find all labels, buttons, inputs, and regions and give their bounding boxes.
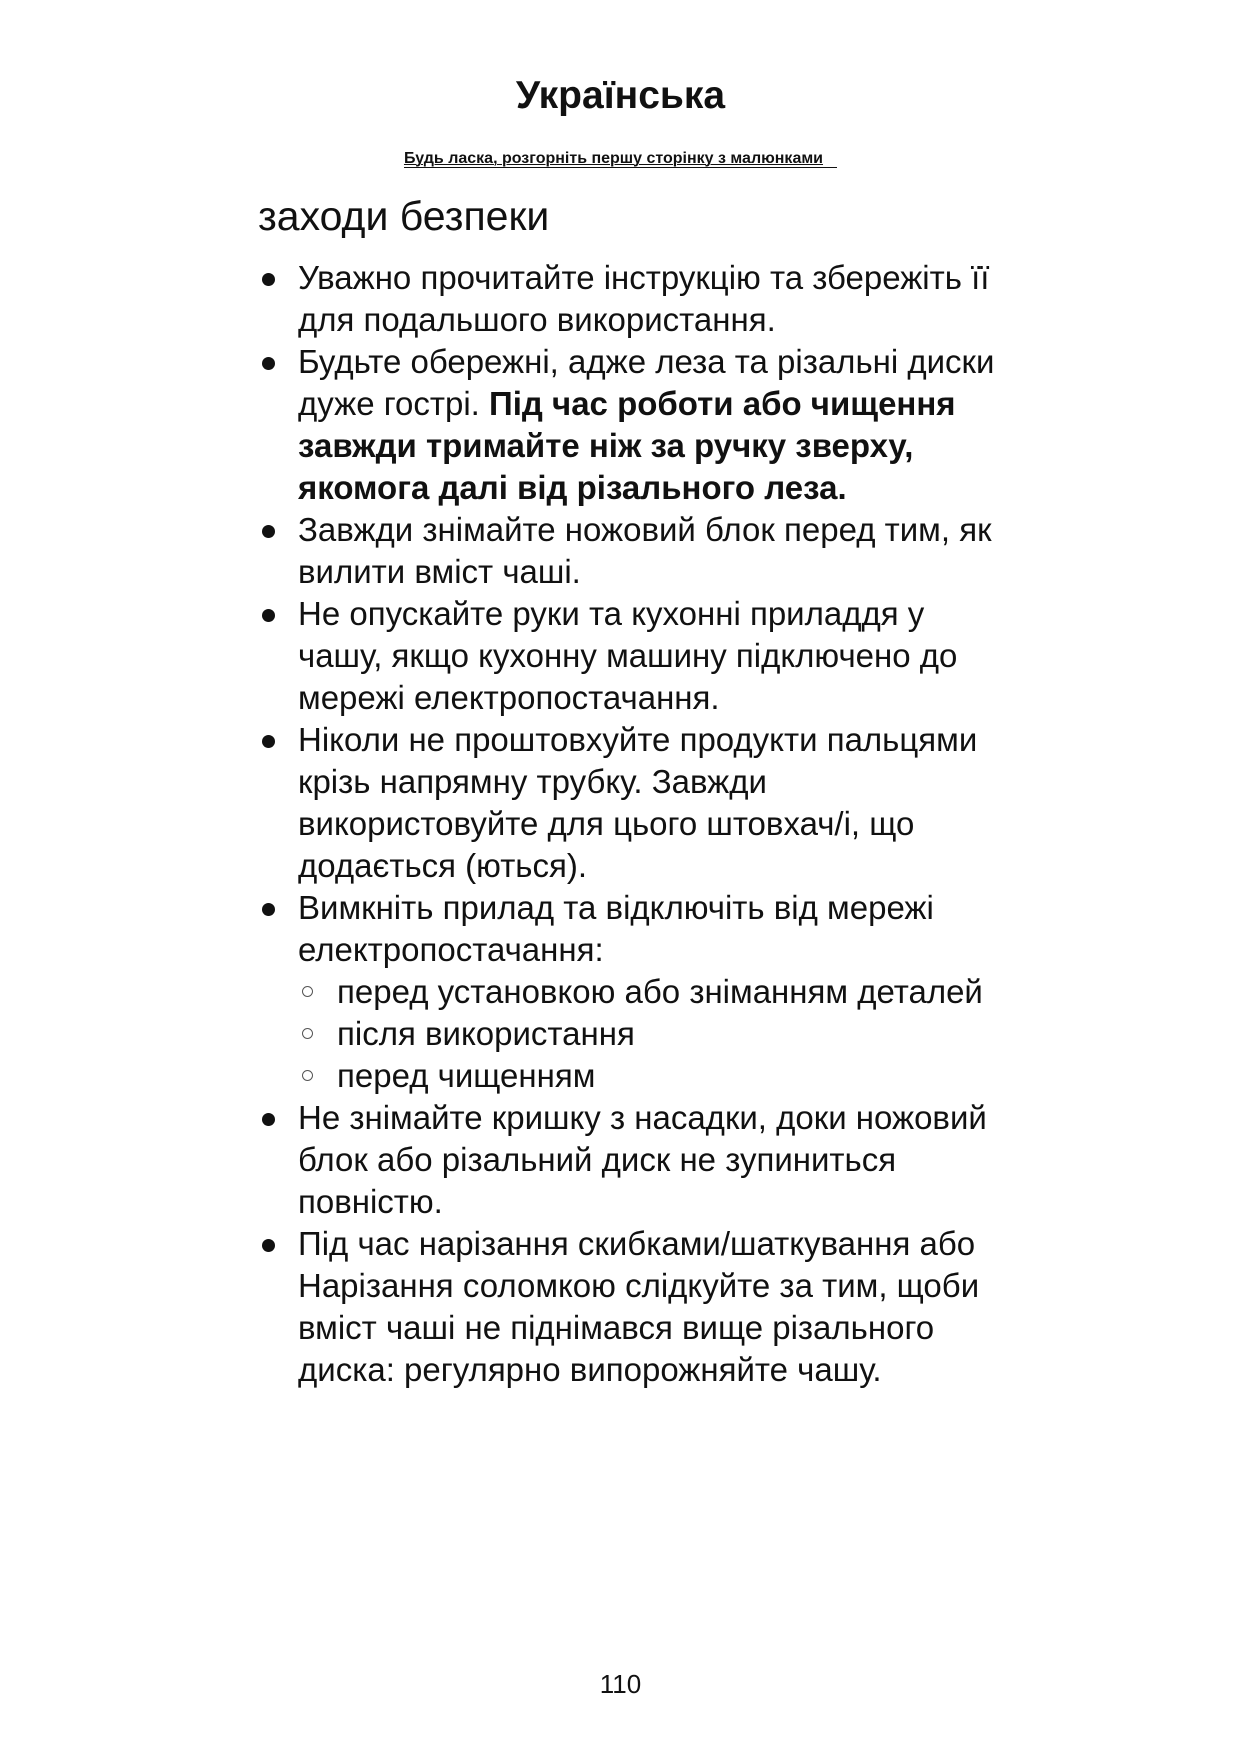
list-item <box>258 593 998 719</box>
sub-list-item <box>298 1013 998 1055</box>
section-heading: заходи безпеки <box>258 193 550 239</box>
list-item-text: Ніколи не проштовхуйте продукти пальцями крізь напрямну трубку. Завжди використовуйте для цього штовхач/і, що додається (ються). <box>298 721 978 884</box>
list-item <box>258 257 998 341</box>
ring-bullet-icon <box>302 1070 313 1081</box>
bullet-icon <box>262 273 275 286</box>
bullet-icon <box>262 357 275 370</box>
list-item <box>258 1097 998 1223</box>
bullet-icon <box>262 525 275 538</box>
safety-list <box>258 257 998 1391</box>
list-item-warning: Під час роботи або чищення завжди тримайте ніж за ручку зверху, якомога далі від різального леза. <box>298 385 956 506</box>
bullet-icon <box>262 609 275 622</box>
bullet-icon <box>262 1239 275 1252</box>
list-item-text: Не знімайте кришку з насадки, доки ножовий блок або різальний диск не зупиниться повністю. <box>298 1099 987 1220</box>
page-instruction-text: Будь ласка, розгорніть першу сторінку з малюнками <box>404 150 837 168</box>
list-item-text: Завжди знімайте ножовий блок перед тим, як вилити вміст чаші. <box>298 511 992 590</box>
sub-list-item <box>298 1055 998 1097</box>
sub-list-item-text: після використання <box>337 1015 635 1052</box>
sub-list-item-text: перед чищенням <box>337 1057 596 1094</box>
bullet-icon <box>262 735 275 748</box>
page-instruction <box>0 148 1241 170</box>
list-item-text: Уважно прочитайте інструкцію та збережіть її для подальшого використання. <box>298 259 990 338</box>
ring-bullet-icon <box>302 986 313 997</box>
sub-list <box>298 971 998 1097</box>
page-title: Українська <box>515 74 726 117</box>
list-item-text: Під час нарізання скибками/шаткування або Нарізання соломкою слідкуйте за тим, щоби вміст чаші не піднімався вище різального диска: регулярно випорожняйте чашу. <box>298 1225 980 1388</box>
list-item <box>258 887 998 1097</box>
page-number: 110 <box>599 1669 642 1699</box>
list-item <box>258 719 998 887</box>
ring-bullet-icon <box>302 1028 313 1039</box>
list-item-text: Будьте обережні, адже леза та різальні диски дуже гострі. <box>298 343 995 422</box>
sub-list-item-text: перед установкою або зніманням деталей <box>337 973 983 1010</box>
bullet-icon <box>262 903 275 916</box>
list-item <box>258 341 998 509</box>
list-item-text: Не опускайте руки та кухонні приладдя у чашу, якщо кухонну машину підключено до мережі електропостачання. <box>298 595 958 716</box>
bullet-icon <box>262 1113 275 1126</box>
list-item <box>258 509 998 593</box>
sub-list-item <box>298 971 998 1013</box>
list-item-text: Вимкніть прилад та відключіть від мережі електропостачання: <box>298 889 934 968</box>
list-item <box>258 1223 998 1391</box>
